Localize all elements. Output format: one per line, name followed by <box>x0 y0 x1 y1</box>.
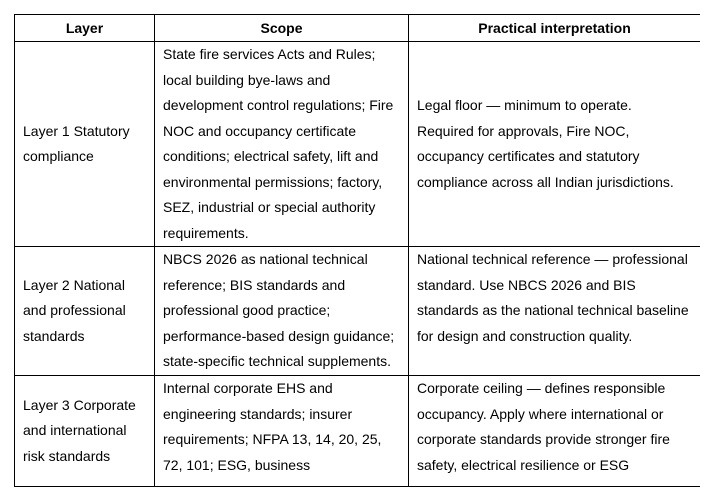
header-scope: Scope <box>155 15 409 42</box>
layer-cell: Layer 1 Statutory compliance <box>15 42 155 247</box>
header-practical-interpretation: Practical interpretation <box>409 15 701 42</box>
layer-cell: Layer 3 Corporate and international risk standards <box>15 376 155 487</box>
standards-table-container <box>14 14 700 488</box>
table-header-row <box>15 15 701 42</box>
table-row <box>15 42 701 247</box>
standards-table <box>14 14 700 487</box>
table-row <box>15 247 701 376</box>
layer-cell: Layer 2 National and professional standards <box>15 247 155 376</box>
scope-cell: State fire services Acts and Rules; local building bye-laws and development control regulations; Fire NOC and occupancy certificate conditions; electrical safety, lift and environmental permissions; factory, SEZ, industrial or special authority requirements. <box>155 42 409 247</box>
interpretation-cell: Legal floor — minimum to operate. Required for approvals, Fire NOC, occupancy certificates and statutory compliance across all Indian jurisdictions. <box>409 42 701 247</box>
interpretation-cell: Corporate ceiling — defines responsible occupancy. Apply where international or corporate standards provide stronger fire safety, electrical resilience or ESG <box>409 376 701 487</box>
table-row <box>15 376 701 487</box>
interpretation-cell: National technical reference — professional standard. Use NBCS 2026 and BIS standards as the national technical baseline for design and construction quality. <box>409 247 701 376</box>
scope-cell: NBCS 2026 as national technical reference; BIS standards and professional good practice; performance-based design guidance; state-specific technical supplements. <box>155 247 409 376</box>
scope-cell: Internal corporate EHS and engineering standards; insurer requirements; NFPA 13, 14, 20, 25, 72, 101; ESG, business <box>155 376 409 487</box>
header-layer: Layer <box>15 15 155 42</box>
